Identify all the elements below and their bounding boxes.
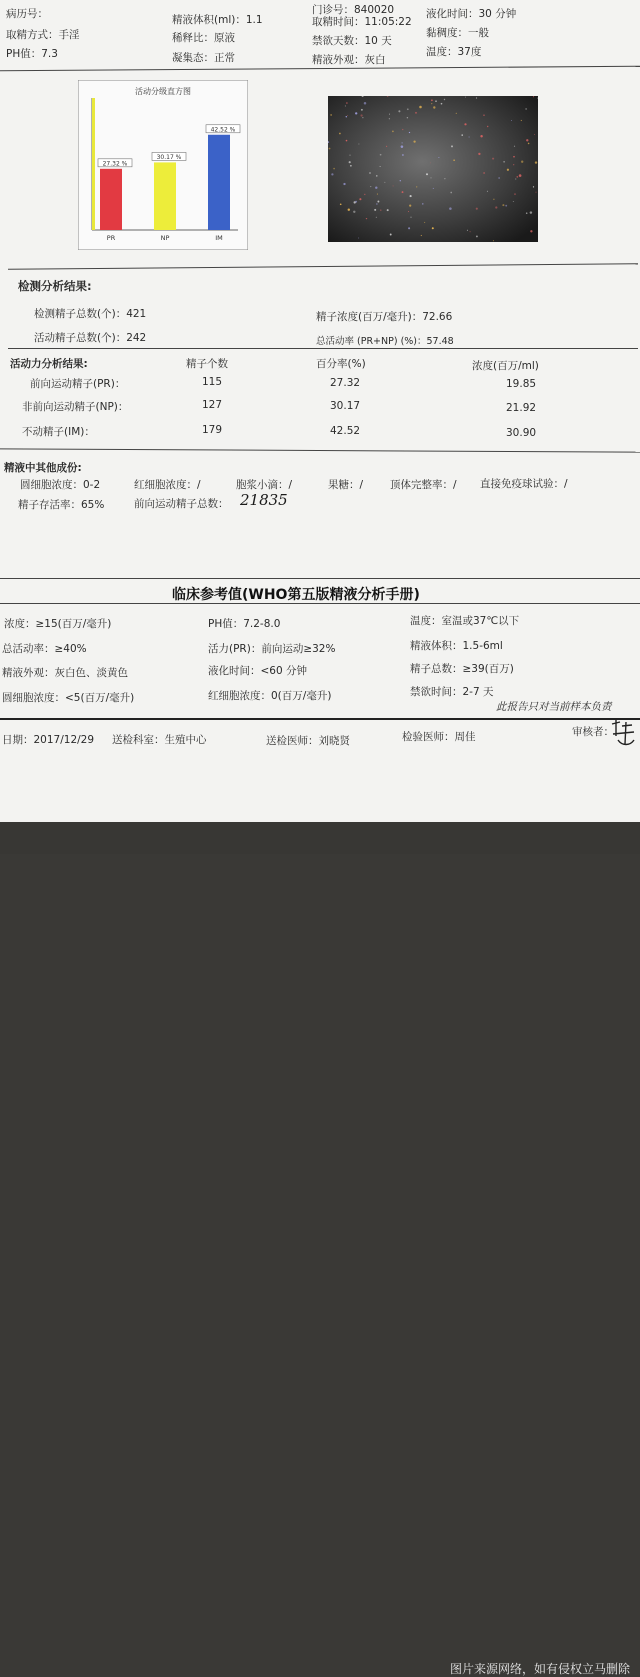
sperm-speck <box>409 132 410 133</box>
category-label: PR <box>106 234 116 242</box>
bar-np <box>154 162 176 230</box>
sperm-speck <box>461 134 462 135</box>
sperm-speck <box>402 142 403 143</box>
sperm-speck <box>380 209 381 210</box>
sperm-speck <box>465 97 466 98</box>
sperm-speck <box>419 106 422 109</box>
sperm-speck <box>370 186 371 187</box>
sperm-speck <box>513 156 515 158</box>
qita-guotang: 果糖：/ <box>328 479 364 491</box>
ref-jinyu: 禁欲时间：2-7 天 <box>410 686 494 698</box>
sperm-speck <box>358 144 359 145</box>
sperm-speck <box>366 218 367 219</box>
row-conc-im: 30.90 <box>506 427 537 439</box>
sperm-speck <box>430 163 431 164</box>
sperm-speck <box>464 123 466 125</box>
watermark: 图片来源网络，如有侵权立马删除 <box>449 1662 630 1676</box>
sperm-speck <box>469 136 470 137</box>
row-count-pr: 115 <box>202 376 223 388</box>
sperm-speck <box>376 217 377 218</box>
sperm-speck <box>476 208 478 210</box>
sperm-speck <box>480 135 482 137</box>
ref-huodonglv: 总活动率：≥40% <box>2 643 87 655</box>
sperm-speck <box>390 234 392 236</box>
sperm-speck <box>493 199 494 200</box>
sperm-speck <box>340 203 342 205</box>
sperm-speck <box>431 177 432 178</box>
sperm-speck <box>492 158 494 160</box>
jingye-tiji: 精液体积(ml)：1.1 <box>172 14 263 26</box>
ref-yehua: 液化时间：<60 分钟 <box>208 665 307 677</box>
row-label-im: 不动精子(IM)： <box>22 426 95 438</box>
sperm-speck <box>410 195 412 197</box>
sperm-speck <box>453 159 454 160</box>
ref-nongdu: 浓度：≥15(百万/毫升) <box>4 618 112 630</box>
axis-strip <box>92 98 95 230</box>
qita-title: 精液中其他成份: <box>4 462 82 474</box>
sperm-speck <box>493 240 494 241</box>
divider <box>0 448 640 452</box>
sperm-speck <box>519 174 522 177</box>
sperm-speck <box>401 145 404 148</box>
sperm-speck <box>521 161 523 163</box>
qita-mianyi: 直接免疫球试验：/ <box>480 478 568 490</box>
sperm-speck <box>331 173 333 175</box>
row-pct-im: 42.52 <box>330 425 361 437</box>
report-paper <box>0 0 640 822</box>
sperm-speck <box>329 148 331 150</box>
row-pct-np: 30.17 <box>330 400 361 412</box>
huoli-title: 活动力分析结果: <box>10 358 88 370</box>
huodong-zongshu: 活动精子总数(个)：242 <box>34 332 147 344</box>
jingye-waiguan: 精液外观：灰白 <box>312 54 386 66</box>
sperm-speck <box>526 139 528 141</box>
sperm-speck <box>376 203 377 204</box>
sperm-speck <box>535 192 536 193</box>
sperm-speck <box>513 164 514 165</box>
handwritten-total: 21835 <box>240 491 288 509</box>
sperm-speck <box>369 172 370 173</box>
yehua-shijian: 液化时间：30 分钟 <box>426 8 517 20</box>
sperm-speck <box>487 191 488 192</box>
sperm-speck <box>533 186 534 187</box>
sperm-speck <box>377 201 379 203</box>
sperm-speck <box>333 168 335 170</box>
sperm-speck <box>385 182 386 183</box>
value-label: 27.32 % <box>102 160 128 168</box>
sperm-speck <box>402 191 404 193</box>
sperm-speck <box>361 109 363 111</box>
sperm-speck <box>533 96 534 97</box>
sperm-speck <box>528 143 530 145</box>
sperm-speck <box>450 192 452 194</box>
ref-yuanxibao: 圆细胞浓度：<5(百万/毫升) <box>2 692 135 704</box>
sperm-speck <box>513 201 514 202</box>
sperm-speck <box>487 126 488 127</box>
sperm-speck <box>346 116 347 117</box>
sperm-speck <box>355 112 357 114</box>
sperm-speck <box>410 217 411 218</box>
sperm-speck <box>467 230 468 231</box>
sperm-speck <box>353 211 355 213</box>
sperm-speck <box>387 209 389 211</box>
ph-value: PH值：7.3 <box>6 48 58 60</box>
bar-pr <box>100 169 122 230</box>
row-count-np: 127 <box>202 399 223 411</box>
sperm-speck <box>431 103 432 104</box>
xishi-bi: 稀释比：原液 <box>172 32 235 44</box>
sign-songjian: 送检医师：刘晓贤 <box>266 735 350 747</box>
sperm-speck <box>407 108 409 110</box>
jiance-zongshu: 检测精子总数(个)：421 <box>34 308 147 320</box>
sperm-speck <box>444 99 445 100</box>
sperm-speck <box>362 117 363 118</box>
ref-zongshu: 精子总数：≥39(百万) <box>410 663 514 675</box>
sperm-speck <box>380 154 382 156</box>
sperm-speck <box>377 194 378 195</box>
ref-ph: PH值：7.2-8.0 <box>208 618 281 630</box>
bar-im <box>208 135 230 230</box>
sign-shenhe: 审核者： <box>572 726 614 738</box>
qita-dingti: 顶体完整率：/ <box>390 479 457 491</box>
sperm-speck <box>456 113 457 114</box>
sperm-speck <box>431 99 433 101</box>
sperm-speck <box>424 222 425 223</box>
category-label: IM <box>215 234 223 242</box>
sperm-speck <box>347 115 348 116</box>
sperm-speck <box>521 120 522 121</box>
sperm-speck <box>400 180 401 181</box>
sperm-speck <box>483 115 484 116</box>
sperm-speck <box>426 173 428 175</box>
sperm-speck <box>451 145 453 147</box>
wendu: 温度：37度 <box>426 46 482 58</box>
col-header-conc: 浓度(百万/ml) <box>472 360 539 372</box>
value-label: 30.17 % <box>156 153 182 161</box>
sperm-speck <box>511 120 512 121</box>
sperm-speck <box>476 97 477 98</box>
col-header-count: 精子个数 <box>186 358 228 370</box>
row-label-pr: 前向运动精子(PR)： <box>30 378 126 390</box>
sperm-speck <box>398 110 400 112</box>
sperm-speck <box>476 235 478 237</box>
sperm-speck <box>339 133 341 135</box>
sperm-speck <box>349 161 351 163</box>
sperm-speck <box>355 201 357 203</box>
huodong-lv: 总活动率 (PR+NP) (%)：57.48 <box>316 336 454 347</box>
footer-bar <box>0 822 640 1676</box>
sperm-speck <box>376 175 377 176</box>
sperm-speck <box>535 161 537 163</box>
sperm-speck <box>416 186 417 187</box>
sperm-speck <box>364 194 365 195</box>
jiance-title: 检测分析结果: <box>18 279 92 293</box>
sperm-speck <box>345 105 346 106</box>
qita-hongxibao: 红细胞浓度：/ <box>134 479 201 491</box>
sperm-speck <box>393 185 394 186</box>
sperm-speck <box>421 235 422 236</box>
sperm-speck <box>515 179 516 180</box>
sperm-speck <box>358 238 359 239</box>
sperm-speck <box>350 165 352 167</box>
qita-yuanxibao: 圆细胞浓度：0-2 <box>20 479 101 491</box>
sperm-speck <box>422 203 423 204</box>
sperm-speck <box>346 140 348 142</box>
sperm-speck <box>433 188 434 189</box>
sperm-speck <box>408 227 410 229</box>
chart-title: 活动分级直方图 <box>135 87 191 96</box>
sperm-speck <box>407 117 408 118</box>
jinyu-tianshu: 禁欲天数：10 天 <box>312 35 392 47</box>
sperm-speck <box>409 205 411 207</box>
sperm-speck <box>435 100 437 102</box>
sperm-speck <box>470 231 471 232</box>
sperm-speck <box>534 134 535 135</box>
sperm-speck <box>507 169 509 171</box>
nianchou-du: 黏稠度：一般 <box>426 27 489 39</box>
microscope-image <box>328 96 538 242</box>
ref-huoli: 活力(PR)：前向运动≥32% <box>208 643 336 655</box>
sign-keshi: 送检科室：生殖中心 <box>112 734 207 746</box>
bingli-label: 病历号： <box>6 8 48 20</box>
value-label: 42.52 % <box>210 126 236 134</box>
sperm-speck <box>530 230 532 232</box>
ref-hongxibao: 红细胞浓度：0(百万/毫升) <box>208 690 332 702</box>
sperm-speck <box>415 112 417 114</box>
motility-histogram <box>78 80 248 250</box>
sperm-speck <box>498 177 499 178</box>
reviewer-signature <box>608 716 638 750</box>
sperm-speck <box>413 140 415 142</box>
ref-waiguan: 精液外观：灰白色、淡黄色 <box>2 667 128 679</box>
sperm-speck <box>408 211 409 212</box>
sperm-speck <box>343 183 345 185</box>
sperm-speck <box>516 176 518 178</box>
qita-qianxiang: 前向运动精子总数： <box>134 498 229 510</box>
sperm-speck <box>441 103 443 105</box>
sperm-speck <box>380 166 381 167</box>
ningji-zhuangtai: 凝集态：正常 <box>172 52 235 64</box>
sperm-speck <box>386 146 387 147</box>
sperm-speck <box>375 187 377 189</box>
sperm-speck <box>402 129 403 130</box>
sperm-speck <box>526 212 528 214</box>
sperm-speck <box>389 114 390 115</box>
disclaimer: 此报告只对当前样本负责 <box>496 701 612 713</box>
sperm-speck <box>495 206 497 208</box>
sperm-speck <box>432 227 434 229</box>
row-conc-pr: 19.85 <box>506 378 537 390</box>
col-header-pct: 百分率(%) <box>316 358 366 370</box>
qujing-fangshi: 取精方式：手淫 <box>6 29 80 41</box>
qita-cunhuolv: 精子存活率：65% <box>18 499 105 511</box>
sperm-speck <box>392 131 394 133</box>
sperm-speck <box>402 154 404 156</box>
sperm-speck <box>346 102 348 104</box>
sperm-speck <box>389 118 390 119</box>
divider <box>0 718 640 720</box>
divider <box>8 348 638 349</box>
row-count-im: 179 <box>202 424 223 436</box>
menzhen-label: 门诊号：840020 <box>312 4 395 16</box>
row-conc-np: 21.92 <box>506 402 537 414</box>
sperm-speck <box>478 153 480 155</box>
jiance-nongdu: 精子浓度(百万/毫升)：72.66 <box>316 311 453 323</box>
sperm-speck <box>330 114 331 115</box>
divider <box>0 578 640 579</box>
sperm-speck <box>360 114 362 116</box>
sperm-speck <box>525 108 526 109</box>
ref-wendu: 温度：室温或37℃以下 <box>410 615 520 627</box>
sperm-speck <box>514 146 515 147</box>
sperm-speck <box>530 211 532 213</box>
row-label-np: 非前向运动精子(NP)： <box>22 401 129 413</box>
ref-tiji: 精液体积：1.5-6ml <box>410 640 503 652</box>
sperm-speck <box>438 157 439 158</box>
sperm-speck <box>502 204 504 206</box>
divider <box>8 263 638 269</box>
sign-riqi: 日期：2017/12/29 <box>2 734 95 746</box>
sperm-speck <box>374 209 376 211</box>
sperm-speck <box>514 193 515 194</box>
sperm-speck <box>444 178 445 179</box>
sign-jianyan: 检验医师：周佳 <box>402 731 476 743</box>
sperm-speck <box>449 207 452 210</box>
row-pct-pr: 27.32 <box>330 377 361 389</box>
category-label: NP <box>160 234 170 242</box>
qujing-shijian: 取精时间：11:05:22 <box>312 16 412 28</box>
sperm-speck <box>348 208 350 210</box>
sperm-speck <box>505 205 507 207</box>
divider <box>0 603 640 604</box>
sperm-speck <box>433 106 435 108</box>
sperm-speck <box>503 161 505 163</box>
sperm-speck <box>483 172 485 174</box>
sperm-speck <box>364 102 367 105</box>
sperm-speck <box>359 198 361 200</box>
sperm-speck <box>349 155 350 156</box>
qita-bojiang: 胞浆小滴：/ <box>236 479 293 491</box>
cankao-title: 临床参考值(WHO第五版精液分析手册) <box>172 587 420 603</box>
